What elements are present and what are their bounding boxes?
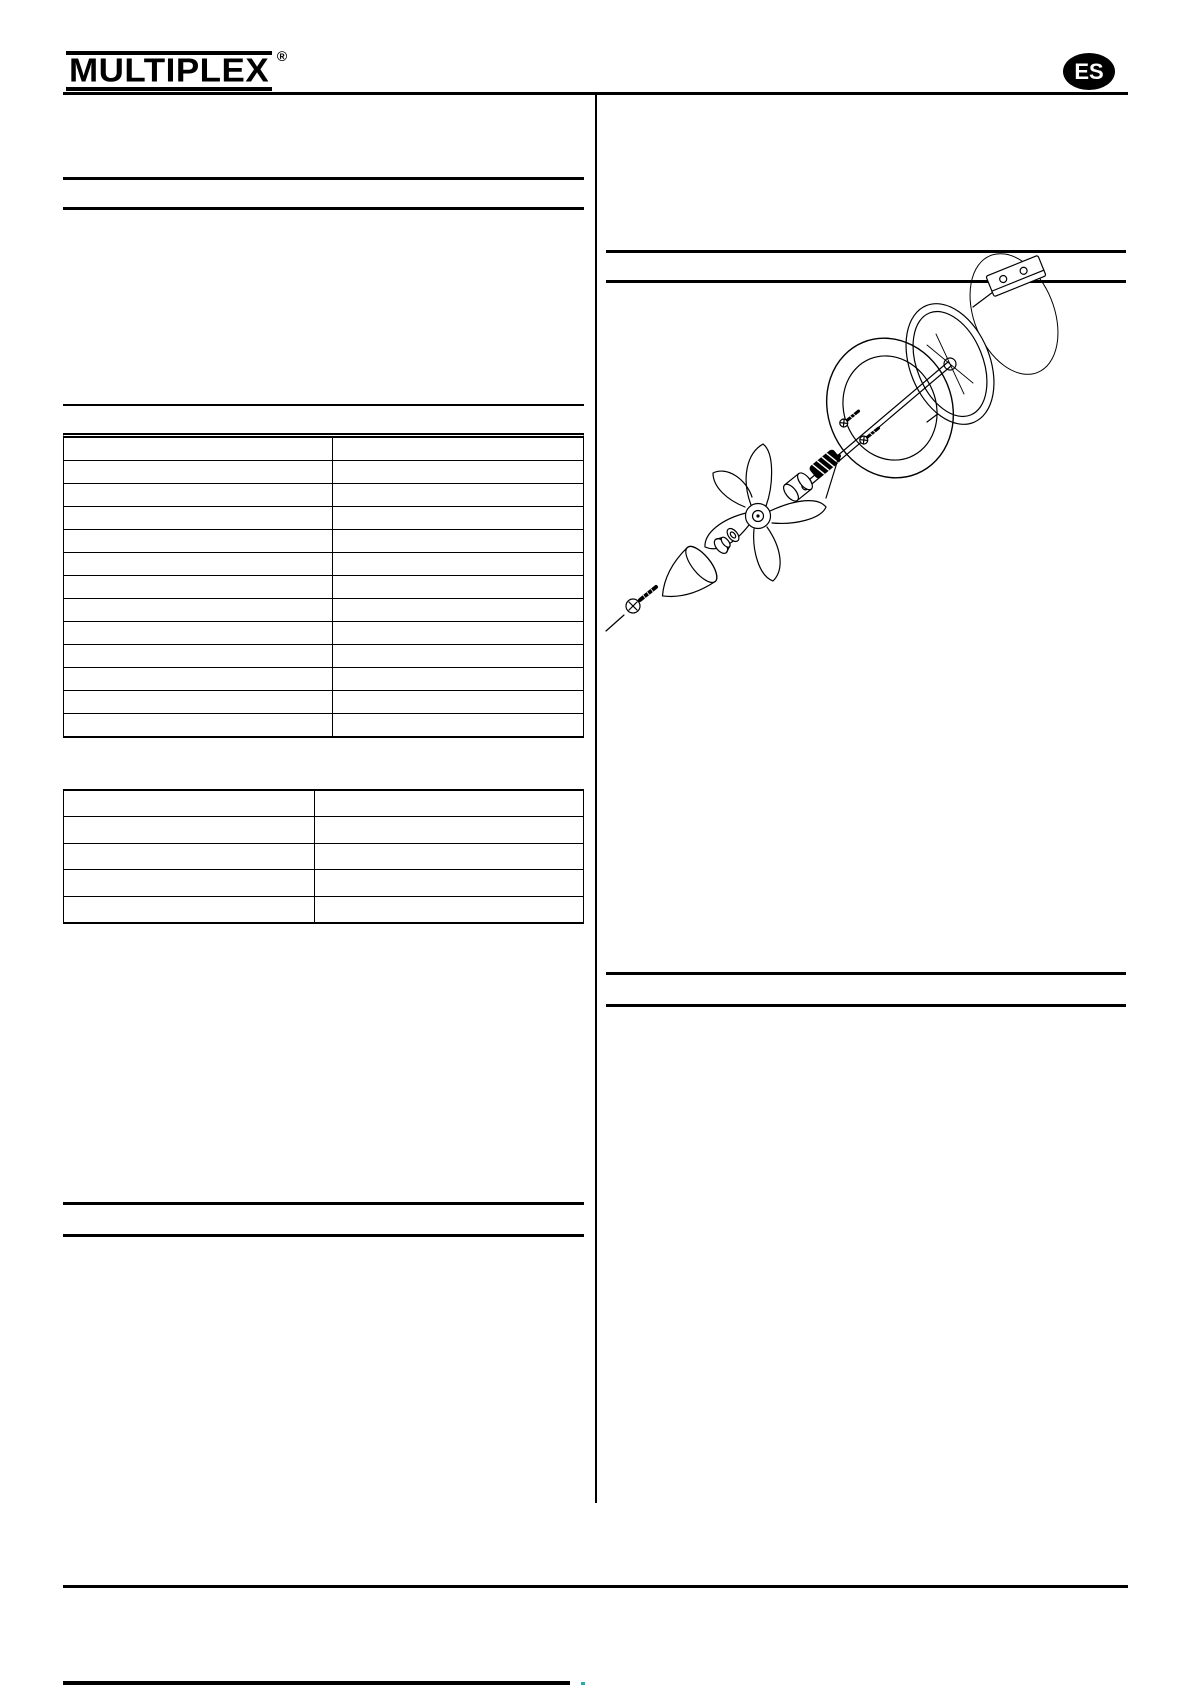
spinner-screw — [606, 587, 656, 631]
table-cell — [333, 553, 583, 575]
table-cell — [64, 897, 315, 922]
table-cell — [333, 576, 583, 598]
table-cell — [333, 668, 583, 690]
table-cell — [64, 668, 333, 690]
spinner-cone — [649, 542, 723, 613]
table-cell — [64, 484, 333, 506]
table-cell — [64, 791, 315, 816]
motor — [889, 250, 1074, 437]
table-cell — [333, 530, 583, 552]
table-cell — [333, 599, 583, 621]
table-row — [64, 622, 583, 645]
table-cell — [333, 438, 583, 460]
left-heading-rule-bottom — [63, 207, 584, 210]
left-lower-heading-rule-bottom — [63, 1234, 584, 1237]
table-row — [64, 870, 583, 896]
table-row — [64, 507, 583, 530]
right-lower-heading-rule-bottom — [606, 1004, 1126, 1007]
table-cell — [315, 791, 583, 816]
table-cell — [64, 817, 315, 842]
table-cell — [333, 691, 583, 713]
table-row — [64, 461, 583, 484]
mounting-bracket — [986, 255, 1046, 296]
table-cell — [64, 507, 333, 529]
table-cell — [315, 870, 583, 895]
language-badge-label: ES — [1074, 58, 1104, 84]
table-cell — [333, 484, 583, 506]
multiplex-logo-text: MULTIPLEX — [69, 51, 270, 90]
table-row — [64, 530, 583, 553]
table-row — [64, 576, 583, 599]
table-cell — [315, 817, 583, 842]
table-row — [64, 791, 583, 817]
motor-screw-1 — [838, 408, 861, 429]
secondary-table — [63, 789, 584, 924]
prop-adapter — [781, 470, 815, 503]
table-cell — [315, 844, 583, 869]
table-cell — [333, 645, 583, 667]
table-row — [64, 553, 583, 576]
table-row — [64, 691, 583, 714]
table-row — [64, 714, 583, 736]
table-cell — [64, 461, 333, 483]
specifications-table — [63, 433, 584, 738]
table-row — [64, 897, 583, 922]
left-heading-rule-top — [63, 177, 584, 180]
left-section-rule — [63, 404, 584, 406]
table-row — [64, 645, 583, 668]
table-row — [64, 668, 583, 691]
table-cell — [333, 622, 583, 644]
language-badge-es — [1063, 53, 1115, 90]
table-cell — [64, 870, 315, 895]
table-row — [64, 844, 583, 870]
table-cell — [64, 599, 333, 621]
footer-rule — [63, 1585, 1128, 1588]
table-cell — [64, 553, 333, 575]
table-cell — [333, 714, 583, 736]
table-row — [64, 599, 583, 622]
multiplex-logo — [66, 48, 288, 91]
registered-trademark-icon: ® — [276, 48, 288, 64]
table-cell — [64, 714, 333, 736]
table-cell — [64, 530, 333, 552]
axis-leader-line — [606, 615, 624, 631]
table-row — [64, 484, 583, 507]
exploded-fan-assembly-figure — [600, 250, 1075, 645]
left-lower-heading-rule-top — [63, 1202, 584, 1205]
table-cell — [64, 438, 333, 460]
table-cell — [64, 622, 333, 644]
table-cell — [64, 691, 333, 713]
table-cell — [315, 897, 583, 922]
right-lower-heading-rule-top — [606, 972, 1126, 975]
column-divider — [595, 95, 597, 1503]
table-cell — [64, 645, 333, 667]
table-cell — [64, 844, 315, 869]
table-row — [64, 438, 583, 461]
table-cell — [64, 576, 333, 598]
table-cell — [333, 507, 583, 529]
bottom-cutoff-bar — [63, 1681, 570, 1685]
table-cell — [333, 461, 583, 483]
propeller — [705, 444, 826, 581]
table-row — [64, 817, 583, 843]
